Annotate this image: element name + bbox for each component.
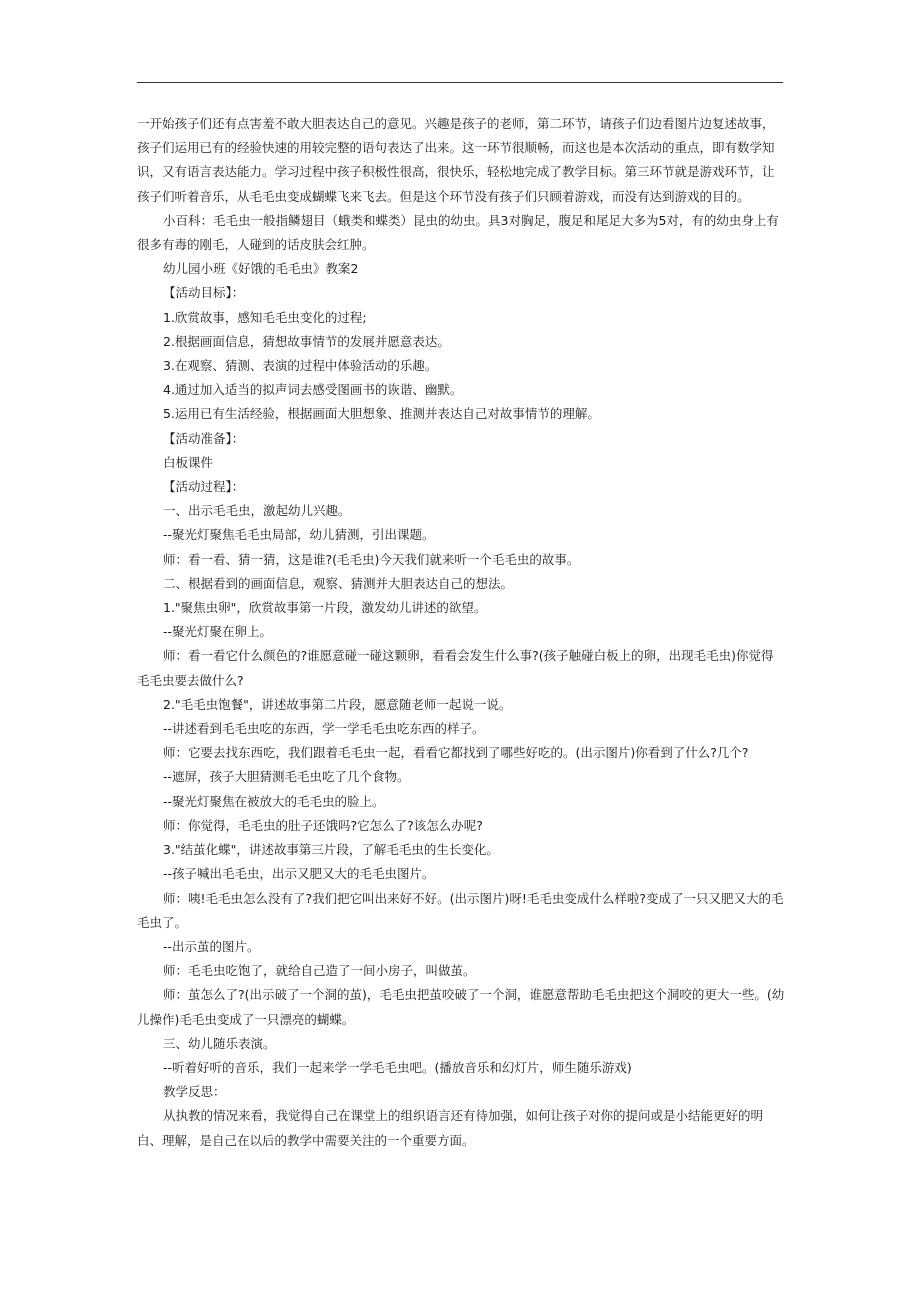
goal-item: 4.通过加入适当的拟声词去感受图画书的诙谐、幽默。 xyxy=(163,382,463,398)
paragraph: --聚光灯聚焦在被放大的毛毛虫的脸上。 xyxy=(163,793,385,809)
paragraph: 师：咦!毛毛虫怎么没有了?我们把它叫出来好不好。(出示图片)呀!毛毛虫变成什么样啦?变成了一只又肥又大的毛毛虫了。 xyxy=(137,890,784,930)
paragraph: 二、根据看到的画面信息，观察、猜测并大胆表达自己的想法。 xyxy=(163,575,514,591)
paragraph: 一、出示毛毛虫，激起幼儿兴趣。 xyxy=(163,503,351,519)
document-body xyxy=(137,112,785,1153)
paragraph: --听着好听的音乐，我们一起来学一学毛毛虫吧。(播放音乐和幻灯片，师生随乐游戏) xyxy=(163,1059,632,1075)
heading-process: 【活动过程】： xyxy=(163,479,245,495)
paragraph: 师：你觉得，毛毛虫的肚子还饿吗?它怎么了?该怎么办呢? xyxy=(163,817,483,833)
paragraph: --讲述看到毛毛虫吃的东西，学一学毛毛虫吃东西的样子。 xyxy=(163,721,485,737)
paragraph: 师：茧怎么了?(出示破了一个洞的茧)，毛毛虫把茧咬破了一个洞，谁愿意帮助毛毛虫把这个洞咬的更大一些。(幼儿操作)毛毛虫变成了一只漂亮的蝴蝶。 xyxy=(137,987,785,1027)
goal-item: 1.欣赏故事，感知毛毛虫变化的过程; xyxy=(163,309,367,325)
heading-reflection: 教学反思： xyxy=(163,1084,226,1100)
paragraph: 3."结茧化蝶"，讲述故事第三片段，了解毛毛虫的生长变化。 xyxy=(163,842,499,858)
paragraph: 1."聚焦虫卵"，欣赏故事第一片段，激发幼儿讲述的欲望。 xyxy=(163,600,487,616)
paragraph: 师：毛毛虫吃饱了，就给自己造了一间小房子，叫做茧。 xyxy=(163,963,476,979)
heading-preparation: 【活动准备】： xyxy=(163,430,245,446)
section-title: 幼儿园小班《好饿的毛毛虫》教案2 xyxy=(163,261,359,277)
paragraph: 三、幼儿随乐表演。 xyxy=(163,1035,276,1051)
goal-item: 2.根据画面信息，猜想故事情节的发展并愿意表达。 xyxy=(163,333,450,349)
goal-item: 3.在观察、猜测、表演的过程中体验活动的乐趣。 xyxy=(163,358,438,374)
paragraph: 从执教的情况来看，我觉得自己在课堂上的组织语言还有待加强，如何让孩子对你的提问或是小结能更好的明白、理解，是自己在以后的教学中需要关注的一个重要方面。 xyxy=(137,1108,764,1148)
paragraph: 师：看一看、猜一猜，这是谁?(毛毛虫)今天我们就来听一个毛毛虫的故事。 xyxy=(163,551,580,567)
heading-goals: 【活动目标】： xyxy=(163,285,245,301)
paragraph: --孩子喊出毛毛虫，出示又肥又大的毛毛虫图片。 xyxy=(163,866,435,882)
paragraph: --聚光灯聚焦毛毛虫局部，幼儿猜测，引出课题。 xyxy=(163,527,435,543)
header-rule xyxy=(137,82,783,83)
paragraph: --出示茧的图片。 xyxy=(163,938,260,954)
paragraph: 2."毛毛虫饱餐"，讲述故事第二片段，愿意随老师一起说一说。 xyxy=(163,696,512,712)
paragraph: 小百科：毛毛虫一般指鳞翅目（蛾类和蝶类）昆虫的幼虫。具3对胸足，腹足和尾足大多为5对，有的幼虫身上有很多有毒的刚毛，人碰到的话皮肤会红肿。 xyxy=(137,212,779,253)
paragraph: 一开始孩子们还有点害羞不敢大胆表达自己的意见。兴趣是孩子的老师，第二环节，请孩子们边看图片边复述故事，孩子们运用已有的经验快速的用较完整的语句表达了出来。这一环节很顺畅，而这也是本次活动的重点，即有数学知识，又有语言表达能力。学习过程中孩子积极性很高，很快乐，轻松地完成了教学目标。第三环节就是游戏环节，让孩子们听着音乐，从毛毛虫变成蝴蝶飞来飞去。但是这个环节没有孩子们只顾着游戏，而没有达到游戏的目的。 xyxy=(137,116,775,204)
paragraph: --遮屏，孩子大胆猜测毛毛虫吃了几个食物。 xyxy=(163,769,410,785)
goal-item: 5.运用已有生活经验，根据画面大胆想象、推测并表达自己对故事情节的理解。 xyxy=(163,406,600,422)
paragraph: 白板课件 xyxy=(163,454,214,470)
paragraph: --聚光灯聚在卵上。 xyxy=(163,624,273,640)
paragraph: 师：看一看它什么颜色的?谁愿意碰一碰这颗卵，看看会发生什么事?(孩子触碰白板上的卵，出现毛毛虫)你觉得毛毛虫要去做什么? xyxy=(137,648,774,688)
paragraph: 师：它要去找东西吃，我们跟着毛毛虫一起，看看它都找到了哪些好吃的。(出示图片)你看到了什么?几个? xyxy=(163,745,749,761)
